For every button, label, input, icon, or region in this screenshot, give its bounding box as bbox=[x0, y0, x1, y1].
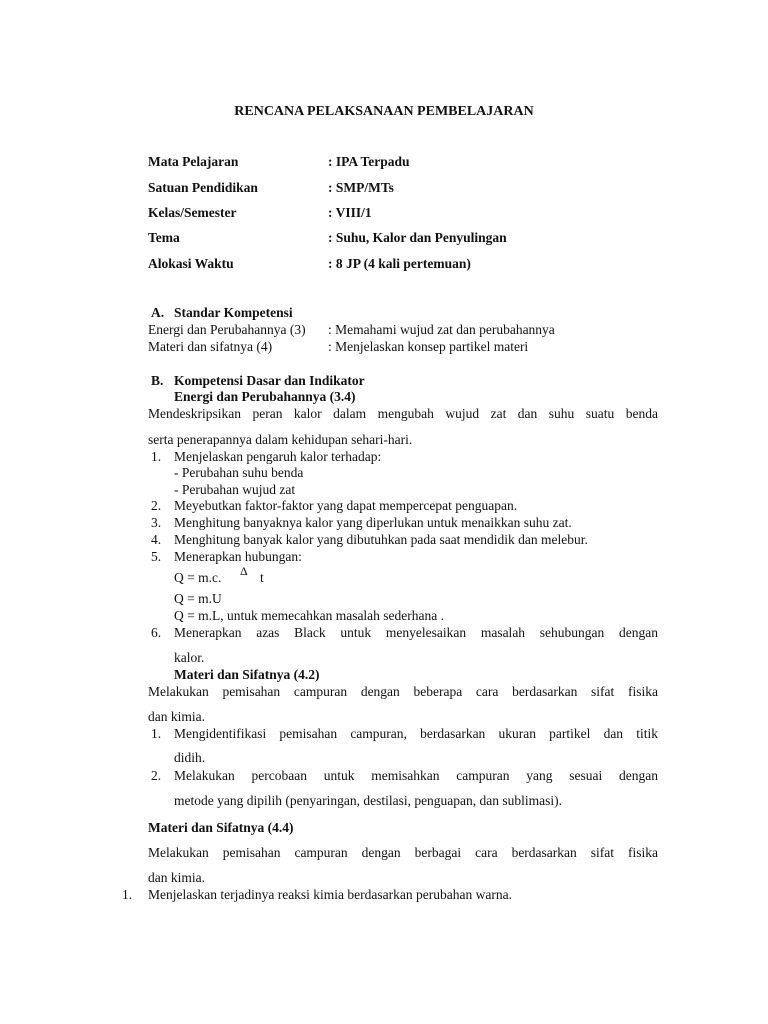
list-item-number: 5. bbox=[151, 549, 162, 564]
competency-value-matter: : Menjelaskan konsep partikel materi bbox=[328, 339, 529, 354]
competency-value-energy: : Memahami wujud zat dan perubahannya bbox=[328, 322, 555, 337]
list-item-number: 2. bbox=[151, 498, 162, 513]
list-item-number: 6. bbox=[151, 625, 162, 640]
list-item-text: Mengidentifikasi pemisahan campuran, berdasarkan ukuran partikel dan titik bbox=[174, 726, 658, 741]
identity-label-school: Satuan Pendidikan bbox=[148, 180, 258, 195]
list-item-number: 1. bbox=[122, 887, 133, 902]
formula-latent-heat: Q = m.L, untuk memecahkan masalah sederhana . bbox=[174, 608, 445, 623]
identity-label-theme: Tema bbox=[148, 230, 180, 245]
list-item-text: Menerapkan azas Black untuk menyelesaikan masalah sehubungan dengan bbox=[174, 625, 658, 640]
delta-symbol: Δ bbox=[240, 564, 248, 578]
subsection-matter2-desc-line2: dan kimia. bbox=[148, 870, 205, 885]
identity-value-class: : VIII/1 bbox=[328, 205, 372, 220]
identity-label-time: Alokasi Waktu bbox=[148, 256, 234, 271]
identity-value-subject: : IPA Terpadu bbox=[328, 154, 410, 169]
list-item-number: 4. bbox=[151, 532, 162, 547]
list-item-text: Melakukan percobaan untuk memisahkan campuran yang sesuai dengan bbox=[174, 768, 658, 783]
identity-value-school: : SMP/MTs bbox=[328, 180, 394, 195]
subsection-matter2-heading: Materi dan Sifatnya (4.4) bbox=[148, 820, 294, 835]
subsection-matter2-desc-line1: Melakukan pemisahan campuran dengan berbagai cara berdasarkan sifat fisika bbox=[148, 845, 658, 860]
list-item-text-continued: kalor. bbox=[174, 650, 205, 665]
section-b-heading: Kompetensi Dasar dan Indikator bbox=[174, 373, 365, 388]
formula-heat-capacity: Q = m.c. bbox=[174, 570, 222, 585]
formula-temperature-symbol: t bbox=[260, 570, 264, 585]
list-item-text-continued: didih. bbox=[174, 750, 206, 765]
section-a-heading: Standar Kompetensi bbox=[174, 305, 293, 320]
identity-value-time: : 8 JP (4 kali pertemuan) bbox=[328, 256, 471, 271]
list-item-number: 2. bbox=[151, 768, 162, 783]
subsection-energy-desc-line2: serta penerapannya dalam kehidupan sehari-hari. bbox=[148, 432, 413, 447]
list-item-number: 1. bbox=[151, 726, 162, 741]
list-item-text: Menghitung banyaknya kalor yang diperlukan untuk menaikkan suhu zat. bbox=[174, 515, 572, 530]
list-item-text: Menerapkan hubungan: bbox=[174, 549, 302, 564]
list-item-text: Menghitung banyak kalor yang dibutuhkan pada saat mendidik dan melebur. bbox=[174, 532, 588, 547]
list-item-number: 3. bbox=[151, 515, 162, 530]
competency-label-matter: Materi dan sifatnya (4) bbox=[148, 339, 273, 354]
identity-label-subject: Mata Pelajaran bbox=[148, 154, 239, 169]
list-item-number: 1. bbox=[151, 449, 162, 464]
subsection-energy-desc-line1: Mendeskripsikan peran kalor dalam mengubah wujud zat dan suhu suatu benda bbox=[148, 406, 658, 421]
competency-label-energy: Energi dan Perubahannya (3) bbox=[148, 322, 306, 337]
subsection-energy-heading: Energi dan Perubahannya (3.4) bbox=[174, 389, 356, 404]
subsection-matter-desc-line2: dan kimia. bbox=[148, 709, 205, 724]
list-item-text: Menjelaskan pengaruh kalor terhadap: bbox=[174, 449, 382, 464]
section-b-marker: B. bbox=[151, 373, 164, 388]
list-item-text: Meyebutkan faktor-faktor yang dapat mempercepat penguapan. bbox=[174, 498, 518, 513]
list-item-text: Menjelaskan terjadinya reaksi kimia berdasarkan perubahan warna. bbox=[148, 887, 512, 902]
list-subitem-text: - Perubahan suhu benda bbox=[174, 465, 304, 480]
identity-label-class: Kelas/Semester bbox=[148, 205, 237, 220]
list-item-text-continued: metode yang dipilih (penyaringan, destilasi, penguapan, dan sublimasi). bbox=[174, 793, 563, 808]
list-subitem-text: - Perubahan wujud zat bbox=[174, 482, 296, 497]
subsection-matter-heading: Materi dan Sifatnya (4.2) bbox=[174, 667, 320, 682]
section-a-marker: A. bbox=[151, 305, 165, 320]
identity-value-theme: : Suhu, Kalor dan Penyulingan bbox=[328, 230, 507, 245]
formula-vaporization: Q = m.U bbox=[174, 591, 222, 606]
subsection-matter-desc-line1: Melakukan pemisahan campuran dengan beberapa cara berdasarkan sifat fisika bbox=[148, 684, 658, 699]
document-title: RENCANA PELAKSANAAN PEMBELAJARAN bbox=[234, 104, 534, 119]
